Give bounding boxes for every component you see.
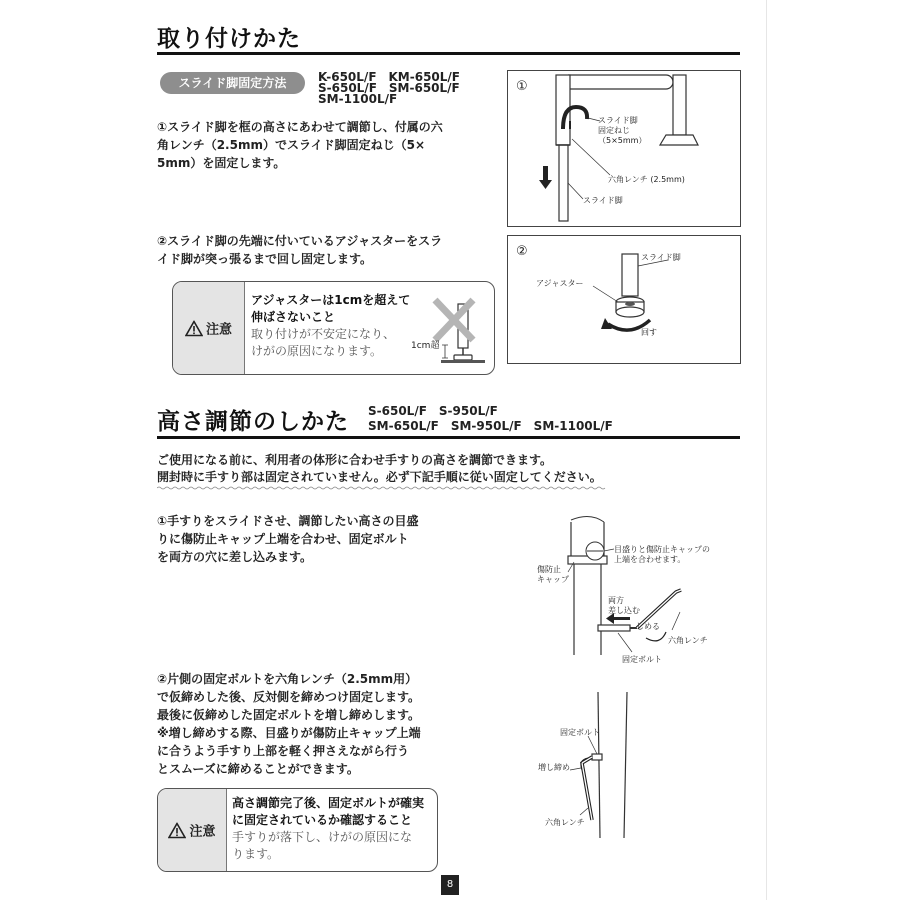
step-line: ②片側の固定ボルトを六角レンチ（2.5mm用） bbox=[157, 672, 418, 686]
slide-leg-fix-badge: スライド脚固定方法 bbox=[160, 72, 305, 94]
label-line: キャップ bbox=[537, 575, 569, 584]
step-line: イド脚が突っ張るまで回し固定します。 bbox=[157, 252, 373, 266]
fig-label-hex-wrench: 六角レンチ bbox=[668, 636, 708, 645]
figure-number: ① bbox=[516, 79, 528, 94]
step-line: に合うよう手すり上部を軽く押さえながら行う bbox=[157, 744, 410, 758]
caution-normal-line: 取り付けが不安定になり、 bbox=[251, 327, 396, 341]
fig-label-slide-leg: スライド脚 bbox=[641, 253, 681, 262]
caution-label: 注意 bbox=[189, 824, 216, 840]
step-line: を両方の穴に差し込みます。 bbox=[157, 550, 313, 564]
label-line: 差し込む bbox=[608, 606, 640, 615]
model-line: S-650L/F SM-650L/F bbox=[318, 81, 460, 95]
step-line: ②スライド脚の先端に付いているアジャスターをスラ bbox=[157, 234, 443, 248]
step-line: とスムーズに締めることができます。 bbox=[157, 762, 359, 776]
step-line: りに傷防止キャップ上端を合わせ、固定ボルト bbox=[157, 532, 409, 546]
model-line: S-650L/F S-950L/F bbox=[368, 404, 498, 418]
fig-label-hex-wrench: 六角レンチ bbox=[545, 818, 585, 827]
fig-label-1cm: 1cm超 bbox=[411, 341, 440, 351]
fig-label-hex-wrench: 六角レンチ (2.5mm) bbox=[608, 175, 685, 184]
caution-strong-line: 伸ばさないこと bbox=[251, 310, 336, 324]
step-line: 最後に仮締めした固定ボルトを増し締めします。 bbox=[157, 708, 421, 722]
fig-label-adjuster: アジャスター bbox=[536, 279, 584, 288]
section1-title: 取り付けかた bbox=[157, 26, 301, 52]
step-line: 5mm）を固定します。 bbox=[157, 156, 286, 170]
step-line: 角レンチ（2.5mm）でスライド脚固定ねじ（5× bbox=[157, 138, 426, 152]
model-line: K-650L/F KM-650L/F bbox=[318, 70, 461, 84]
intro-line: 開封時に手すり部は固定されていません。必ず下記手順に従い固定してください。 bbox=[157, 470, 602, 484]
caution-normal-line: けがの原因になります。 bbox=[251, 344, 383, 358]
fig-label-retighten: 増し締め bbox=[538, 763, 570, 772]
section2-title: 高さ調節のしかた bbox=[157, 409, 349, 435]
label-line: スライド脚 bbox=[598, 116, 638, 125]
step-line: ※増し締めする際、目盛りが傷防止キャップ上端 bbox=[157, 726, 421, 740]
fig-label-turn: 回す bbox=[641, 328, 657, 337]
page-number: 8 bbox=[441, 875, 459, 895]
intro-line: ご使用になる前に、利用者の体形に合わせ手すりの高さを調節できます。 bbox=[157, 453, 553, 467]
label-line: 傷防止 bbox=[537, 565, 561, 574]
label-line: （5×5mm） bbox=[598, 136, 647, 145]
fig-label-fix-bolt: 固定ボルト bbox=[560, 728, 600, 737]
label-line: 目盛りと傷防止キャップの bbox=[614, 545, 710, 554]
step-line: ①手すりをスライドさせ、調節したい高さの目盛 bbox=[157, 514, 419, 528]
label-line: 上端を合わせます。 bbox=[614, 555, 686, 564]
label-line: 両方 bbox=[608, 596, 624, 605]
caution-label: 注意 bbox=[205, 322, 232, 338]
figure-number: ② bbox=[516, 244, 528, 259]
fig-label-tighten: しめる bbox=[636, 622, 660, 631]
caution-strong-line: 高さ調節完了後、固定ボルトが確実 bbox=[232, 796, 425, 810]
caution-strong-line: に固定されているか確認すること bbox=[232, 813, 413, 827]
caution-normal-line: ります。 bbox=[232, 847, 280, 861]
model-line: SM-650L/F SM-950L/F SM-1100L/F bbox=[368, 419, 613, 433]
model-line: SM-1100L/F bbox=[318, 92, 398, 106]
fig-label-fix-bolt: 固定ボルト bbox=[622, 655, 662, 664]
label-line: 固定ねじ bbox=[598, 126, 630, 135]
caution-normal-line: 手すりが落下し、けがの原因にな bbox=[232, 830, 413, 844]
step-line: ①スライド脚を框の高さにあわせて調節し、付属の六 bbox=[157, 120, 443, 134]
step-line: で仮締めした後、反対側を締めつけ固定します。 bbox=[157, 690, 421, 704]
fig-label-slide-leg: スライド脚 bbox=[583, 196, 623, 205]
caution-strong-line: アジャスターは1cmを超えて bbox=[251, 293, 411, 307]
